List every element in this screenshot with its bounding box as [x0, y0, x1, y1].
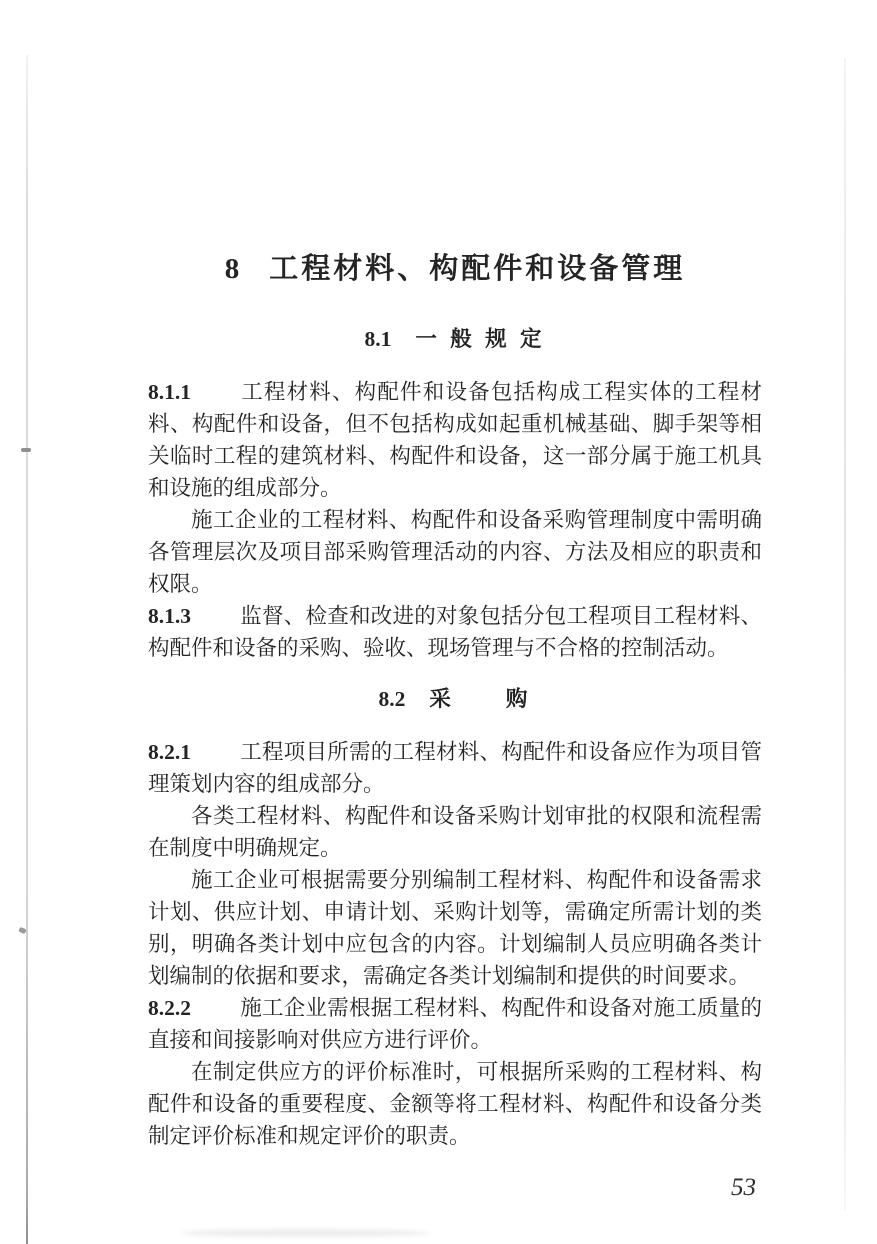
clause-number: 8.2.2	[148, 996, 191, 1020]
clause-text: 工程材料、构配件和设备包括构成工程实体的工程材料、构配件和设备，但不包括构成如起重机械基础、脚手架等相关临时工程的建筑材料、构配件和设备，这一部分属于施工机具和设施的组成部分。	[148, 380, 762, 500]
section-title: 采 购	[429, 687, 532, 711]
clause-8-1-1	[148, 376, 762, 504]
section-number: 8.2	[378, 687, 406, 711]
scan-left-edge-line	[26, 55, 28, 1244]
chapter-number: 8	[224, 253, 240, 285]
clause-8-2-2	[148, 992, 762, 1056]
page-number: 53	[731, 1174, 756, 1201]
section-heading-8-1	[148, 326, 762, 352]
clause-text: 工程项目所需的工程材料、构配件和设备应作为项目管理策划内容的组成部分。	[148, 740, 762, 796]
paragraph: 在制定供应方的评价标准时，可根据所采购的工程材料、构配件和设备的重要程度、金额等将工程材料、构配件和设备分类制定评价标准和规定评价的职责。	[148, 1060, 762, 1148]
clause-number: 8.1.3	[148, 604, 191, 628]
clause-text: 监督、检查和改进的对象包括分包工程项目工程材料、构配件和设备的采购、验收、现场管理与不合格的控制活动。	[148, 604, 762, 660]
scan-artifact-smudge	[180, 1229, 430, 1237]
section-title: 一 般 规 定	[415, 327, 546, 351]
clause-8-1-3	[148, 600, 762, 664]
scan-right-edge-line	[844, 58, 846, 1210]
paragraph: 施工企业可根据需要分别编制工程材料、构配件和设备需求计划、供应计划、申请计划、采购计划等，需确定所需计划的类别，明确各类计划中应包含的内容。计划编制人员应明确各类计划编制的依据和要求，需确定各类计划编制和提供的时间要求。	[148, 868, 762, 988]
scan-artifact-dash	[21, 448, 31, 452]
clause-number: 8.2.1	[148, 740, 191, 764]
paragraph: 施工企业的工程材料、构配件和设备采购管理制度中需明确各管理层次及项目部采购管理活动的内容、方法及相应的职责和权限。	[148, 508, 762, 596]
clause-number: 8.1.1	[148, 380, 191, 404]
section-number: 8.1	[364, 327, 392, 351]
text-column	[148, 0, 762, 1202]
chapter-heading	[148, 252, 762, 286]
clause-text: 施工企业需根据工程材料、构配件和设备对施工质量的直接和间接影响对供应方进行评价。	[148, 996, 762, 1052]
clause-8-2-1	[148, 736, 762, 800]
chapter-title: 工程材料、构配件和设备管理	[269, 253, 686, 285]
paragraph: 各类工程材料、构配件和设备采购计划审批的权限和流程需在制度中明确规定。	[148, 804, 762, 860]
section-heading-8-2	[148, 686, 762, 712]
